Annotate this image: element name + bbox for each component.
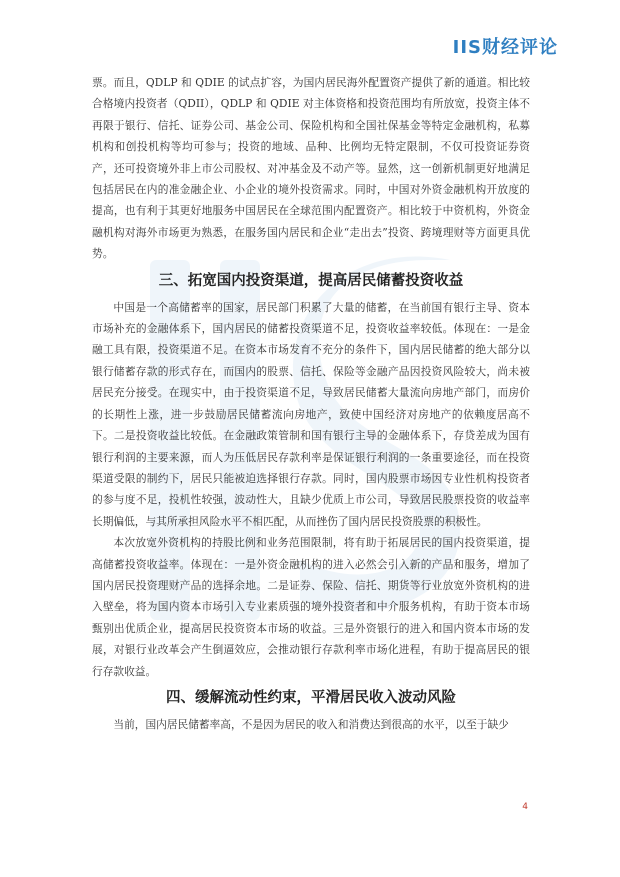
- brand-title: IIS财经评论: [452, 37, 558, 58]
- paragraph-savings-channels: 中国是一个高储蓄率的国家，居民部门积累了大量的储蓄，在当前国有银行主导、资本市场补充的金融体系下，国内居民的储蓄投资渠道不足，投资收益率较低。体现在：一是金融工具有限，投资渠道不足。在资本市场发育不充分的条件下，国内居民储蓄的绝大部分以银行储蓄存款的形式存在，而国内的股票、信托、保险等金融产品因投资风险较大，尚未被居民充分接受。在现实中，由于投资渠道不足，导致居民储蓄大量流向房地产部门，而房价的长期性上涨，进一步鼓励居民储蓄流向房地产，致使中国经济对房地产的依赖度居高不下。二是投资收益比较低。在金融政策管制和国有银行主导的金融体系下，存贷差成为国有银行利润的主要来源，而人为压低居民存款利率是保证银行利润的一条重要途径，而在投资渠道受限的制约下，居民只能被迫选择银行存款。同时，国内股票市场因专业性机构投资者的参与度不足，投机性较强，波动性大，且缺少优质上市公司，导致居民股票投资的收益率长期偏低，与其所承担风险水平不相匹配，从而挫伤了国内居民投资股票的积极性。: [92, 300, 530, 528]
- paragraph-foreign-opening: 本次放宽外资机构的持股比例和业务范围限制，将有助于拓展居民的国内投资渠道，提高储蓄投资收益率。体现在：一是外资金融机构的进入必然会引入新的产品和服务，增加了国内居民投资理财产品的选择余地。二是证券、保险、信托、期货等行业放宽外资机构的进入壁垒，将为国内资本市场引入专业素质强的境外投资者和中介服务机构，有助于资本市场甄别出优质企业，提高居民投资资本市场的收益。三是外资银行的进入和国内资本市场的发展，对银行业改革会产生倒逼效应，会推动银行存款利率市场化进程，有助于提高居民的银行存款收益。: [92, 536, 530, 678]
- page-number: 4: [522, 802, 528, 812]
- section-heading-3: 三、拓宽国内投资渠道，提高居民储蓄投资收益: [158, 272, 464, 289]
- section-heading-4: 四、缓解流动性约束，平滑居民收入波动风险: [166, 689, 456, 706]
- paragraph-qdlp-qdie: 票。而且，QDLP 和 QDIE 的试点扩容，为国内居民海外配置资产提供了新的通道。相比较合格境内投资者（QDII），QDLP 和 QDIE 对主体资格和投资范围均有所放宽，投资主体不再限于银行、信托、证券公司、基金公司、保险机构和全国社保基金等特定金融机构，私募机构和创投机构等均可参与；投资的地域、品种、比例均无特定限制，不仅可投资证券资产，还可投资境外非上市公司股权、对冲基金及不动产等。显然，这一创新机制更好地满足包括居民在内的准金融企业、小企业的境外投资需求。同时，中国对外资金融机构开放度的提高，也有利于其更好地服务中国居民在全球范围内配置资产。相比较于中资机构，外资金融机构对海外市场更为熟悉，在服务国内居民和企业“走出去”投资、跨境理财等方面更具优势。: [92, 76, 530, 261]
- document-body: [92, 72, 530, 735]
- paragraph-liquidity: 当前，国内居民储蓄率高，不是因为居民的收入和消费达到很高的水平，以至于缺少: [113, 717, 509, 731]
